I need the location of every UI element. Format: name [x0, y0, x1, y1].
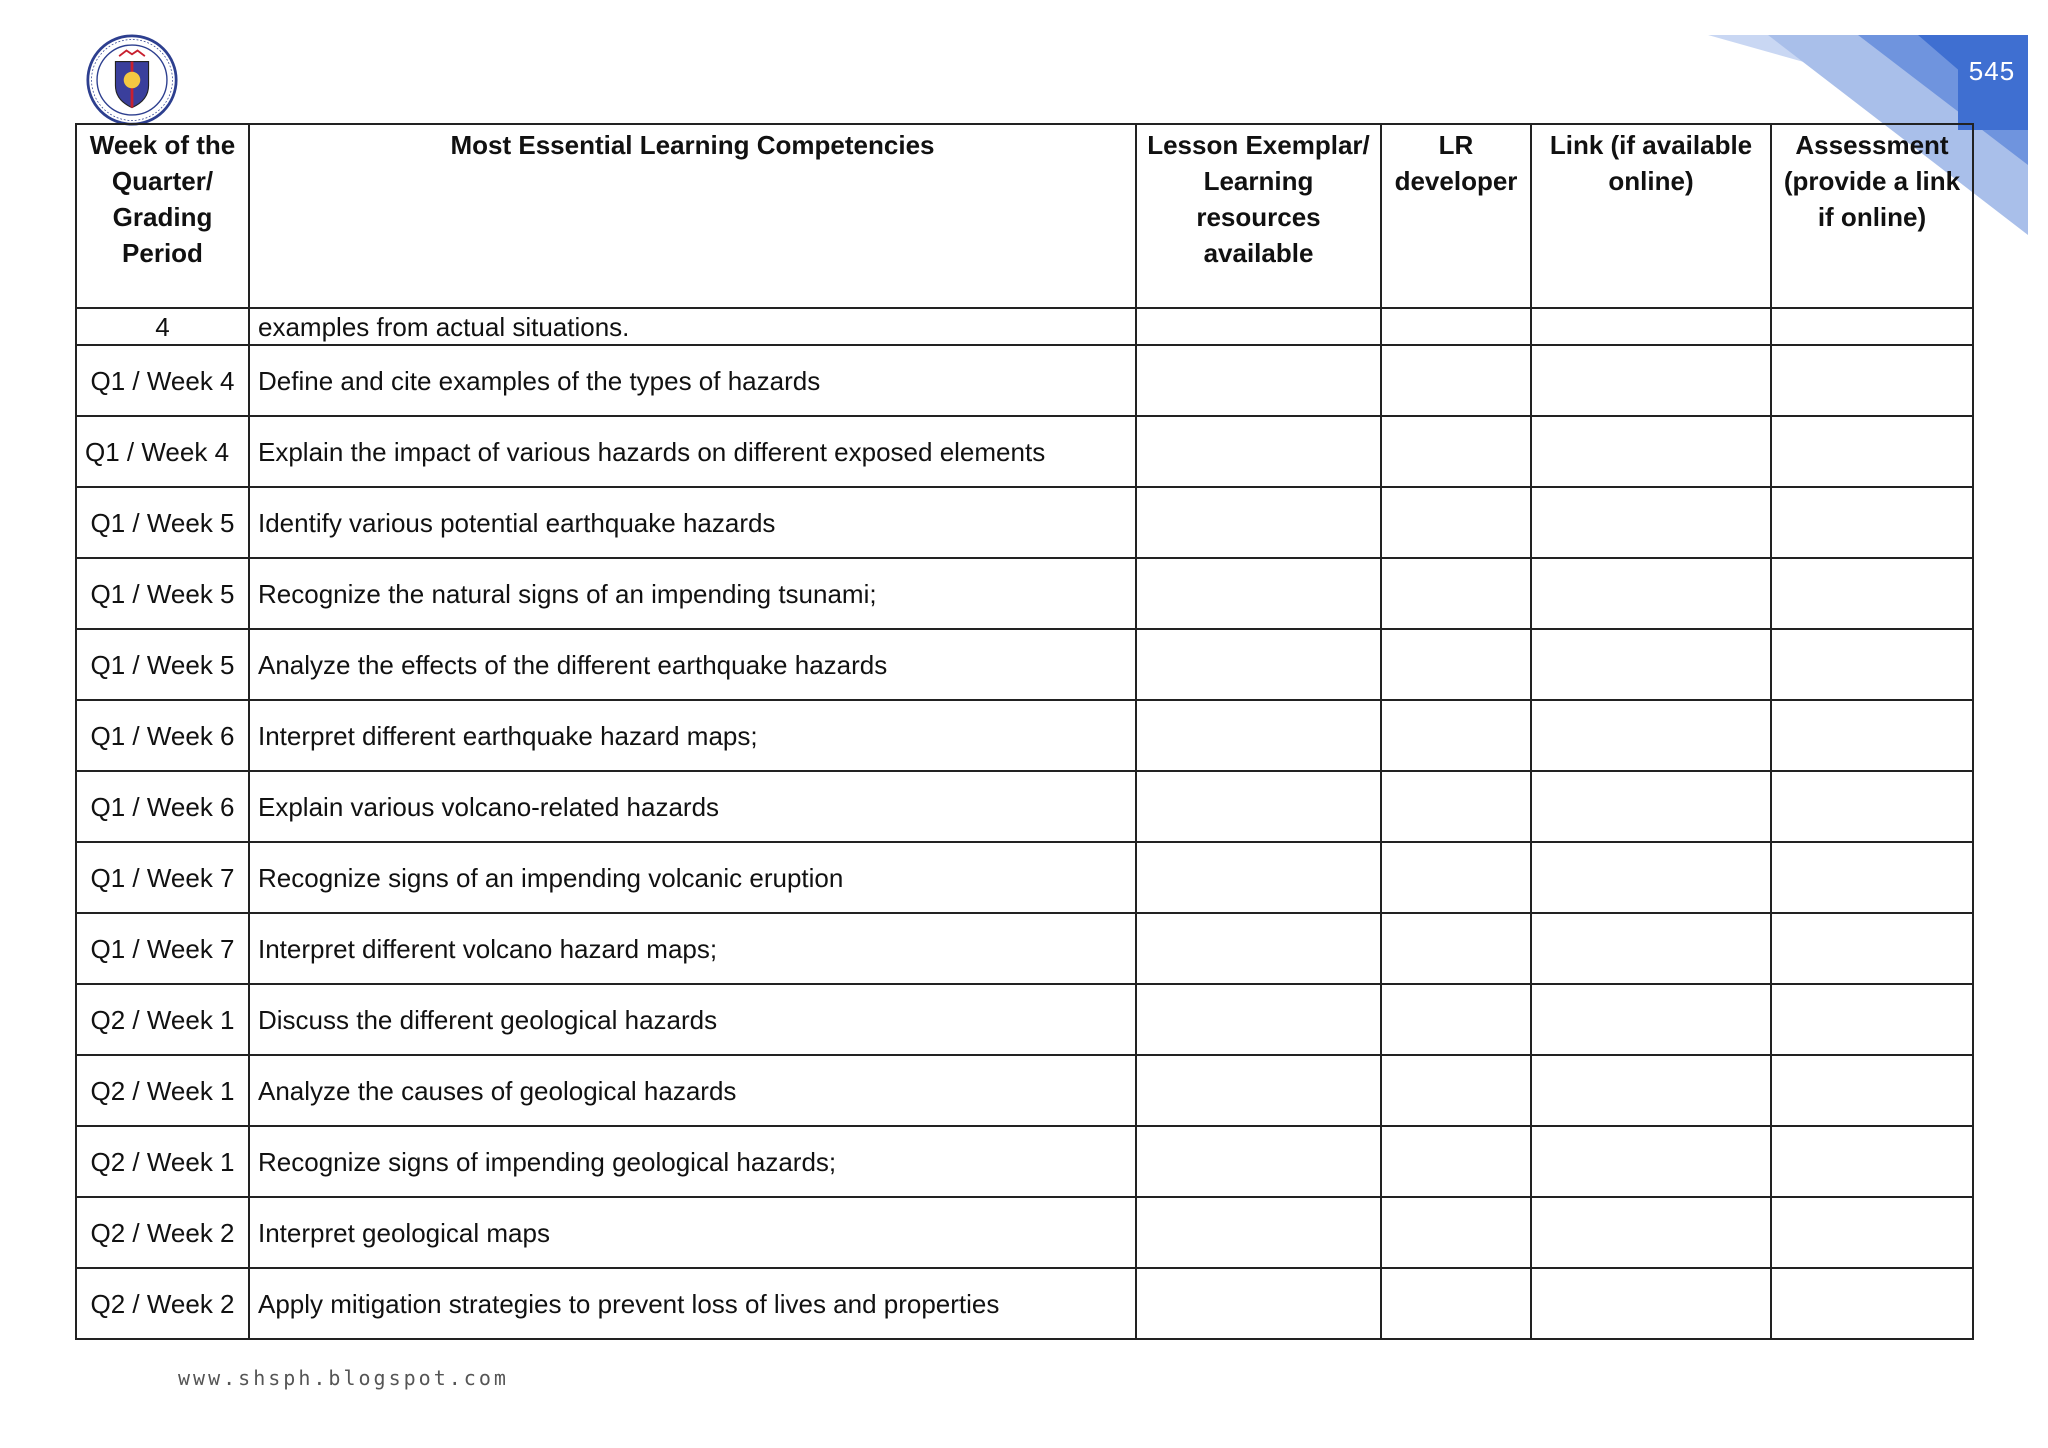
column-header-assessment: Assessment (provide a link if online)	[1771, 124, 1973, 308]
week-cell: Q2 / Week 1	[76, 984, 249, 1055]
competency-cell: Analyze the effects of the different earthquake hazards	[249, 629, 1136, 700]
table-row	[76, 416, 1973, 487]
week-cell: Q1 / Week 5	[76, 487, 249, 558]
lesson-exemplar-cell	[1136, 629, 1381, 700]
lesson-exemplar-cell	[1136, 1268, 1381, 1339]
link-cell	[1531, 345, 1771, 416]
week-cell: Q1 / Week 7	[76, 913, 249, 984]
column-header-link: Link (if available online)	[1531, 124, 1771, 308]
competency-cell: examples from actual situations.	[249, 308, 1136, 345]
week-cell: Q2 / Week 2	[76, 1197, 249, 1268]
table-row	[76, 913, 1973, 984]
link-cell	[1531, 771, 1771, 842]
lesson-exemplar-cell	[1136, 771, 1381, 842]
column-header-competencies: Most Essential Learning Competencies	[249, 124, 1136, 308]
page-number: 545	[1968, 56, 2016, 86]
week-cell: Q2 / Week 2	[76, 1268, 249, 1339]
link-cell	[1531, 1268, 1771, 1339]
competency-cell: Discuss the different geological hazards	[249, 984, 1136, 1055]
watermark-text: www.shsph.blogspot.com	[178, 1366, 509, 1390]
table-row	[76, 1197, 1973, 1268]
competencies-table	[75, 123, 1974, 1340]
link-cell	[1531, 629, 1771, 700]
lr-developer-cell	[1381, 842, 1531, 913]
assessment-cell	[1771, 345, 1973, 416]
lr-developer-cell	[1381, 1126, 1531, 1197]
lr-developer-cell	[1381, 629, 1531, 700]
week-cell: Q1 / Week 6	[76, 771, 249, 842]
competency-cell: Recognize signs of an impending volcanic eruption	[249, 842, 1136, 913]
table-row	[76, 700, 1973, 771]
competency-cell: Interpret geological maps	[249, 1197, 1136, 1268]
link-cell	[1531, 558, 1771, 629]
table-row	[76, 487, 1973, 558]
week-cell: Q2 / Week 1	[76, 1055, 249, 1126]
link-cell	[1531, 1197, 1771, 1268]
assessment-cell	[1771, 308, 1973, 345]
assessment-cell	[1771, 700, 1973, 771]
lesson-exemplar-cell	[1136, 842, 1381, 913]
lr-developer-cell	[1381, 487, 1531, 558]
week-cell: Q1 / Week 6	[76, 700, 249, 771]
competency-cell: Recognize signs of impending geological hazards;	[249, 1126, 1136, 1197]
table-row	[76, 1268, 1973, 1339]
competency-cell: Interpret different volcano hazard maps;	[249, 913, 1136, 984]
lesson-exemplar-cell	[1136, 1197, 1381, 1268]
lr-developer-cell	[1381, 1268, 1531, 1339]
week-cell: 4	[76, 308, 249, 345]
column-header-lr-developer: LR developer	[1381, 124, 1531, 308]
assessment-cell	[1771, 1126, 1973, 1197]
lr-developer-cell	[1381, 345, 1531, 416]
column-header-lesson-exemplar: Lesson Exemplar/ Learning resources available	[1136, 124, 1381, 308]
assessment-cell	[1771, 842, 1973, 913]
week-cell: Q1 / Week 7	[76, 842, 249, 913]
table-row	[76, 842, 1973, 913]
week-cell: Q1 / Week 4	[76, 345, 249, 416]
assessment-cell	[1771, 1055, 1973, 1126]
table-row	[76, 771, 1973, 842]
table-row	[76, 629, 1973, 700]
link-cell	[1531, 1126, 1771, 1197]
assessment-cell	[1771, 984, 1973, 1055]
link-cell	[1531, 700, 1771, 771]
table-row	[76, 345, 1973, 416]
lesson-exemplar-cell	[1136, 308, 1381, 345]
lesson-exemplar-cell	[1136, 345, 1381, 416]
table-row	[76, 1126, 1973, 1197]
lr-developer-cell	[1381, 771, 1531, 842]
lesson-exemplar-cell	[1136, 558, 1381, 629]
table-row	[76, 1055, 1973, 1126]
link-cell	[1531, 308, 1771, 345]
competency-cell: Define and cite examples of the types of hazards	[249, 345, 1136, 416]
competency-cell: Apply mitigation strategies to prevent loss of lives and properties	[249, 1268, 1136, 1339]
lr-developer-cell	[1381, 416, 1531, 487]
lesson-exemplar-cell	[1136, 700, 1381, 771]
assessment-cell	[1771, 1197, 1973, 1268]
lesson-exemplar-cell	[1136, 913, 1381, 984]
link-cell	[1531, 842, 1771, 913]
link-cell	[1531, 416, 1771, 487]
table-header-row	[76, 124, 1973, 308]
assessment-cell	[1771, 558, 1973, 629]
competency-cell: Analyze the causes of geological hazards	[249, 1055, 1136, 1126]
lr-developer-cell	[1381, 984, 1531, 1055]
table-row	[76, 984, 1973, 1055]
lesson-exemplar-cell	[1136, 1055, 1381, 1126]
competency-cell: Explain the impact of various hazards on different exposed elements	[249, 416, 1136, 487]
lesson-exemplar-cell	[1136, 984, 1381, 1055]
lesson-exemplar-cell	[1136, 487, 1381, 558]
week-cell: Q1 / Week 5	[76, 558, 249, 629]
link-cell	[1531, 1055, 1771, 1126]
assessment-cell	[1771, 913, 1973, 984]
table-row	[76, 308, 1973, 345]
competency-cell: Identify various potential earthquake hazards	[249, 487, 1136, 558]
competency-cell: Interpret different earthquake hazard maps;	[249, 700, 1136, 771]
lr-developer-cell	[1381, 558, 1531, 629]
link-cell	[1531, 487, 1771, 558]
lr-developer-cell	[1381, 308, 1531, 345]
competency-cell: Explain various volcano-related hazards	[249, 771, 1136, 842]
lesson-exemplar-cell	[1136, 416, 1381, 487]
week-cell: Q1 / Week 4	[76, 416, 249, 487]
assessment-cell	[1771, 771, 1973, 842]
lr-developer-cell	[1381, 1055, 1531, 1126]
week-cell: Q1 / Week 5	[76, 629, 249, 700]
assessment-cell	[1771, 487, 1973, 558]
lesson-exemplar-cell	[1136, 1126, 1381, 1197]
assessment-cell	[1771, 629, 1973, 700]
assessment-cell	[1771, 1268, 1973, 1339]
link-cell	[1531, 984, 1771, 1055]
deped-seal-icon	[86, 34, 178, 126]
table-row	[76, 558, 1973, 629]
lr-developer-cell	[1381, 913, 1531, 984]
link-cell	[1531, 913, 1771, 984]
competency-cell: Recognize the natural signs of an impending tsunami;	[249, 558, 1136, 629]
week-cell: Q2 / Week 1	[76, 1126, 249, 1197]
lr-developer-cell	[1381, 700, 1531, 771]
lr-developer-cell	[1381, 1197, 1531, 1268]
column-header-week: Week of the Quarter/ Grading Period	[76, 124, 249, 308]
assessment-cell	[1771, 416, 1973, 487]
